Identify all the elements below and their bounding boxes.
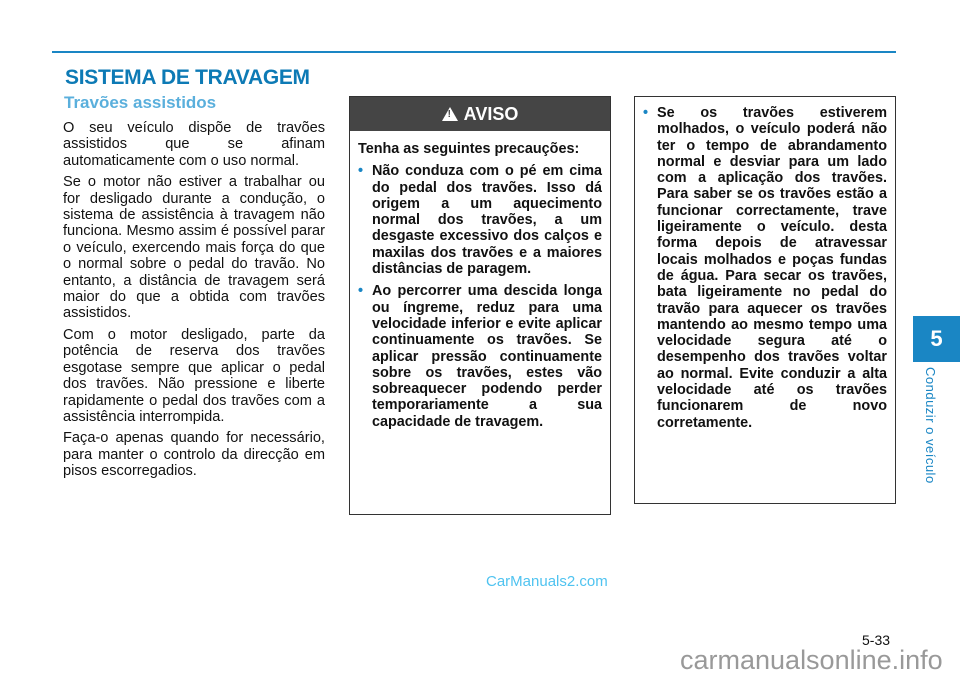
section-title: SISTEMA DE TRAVAGEM	[65, 66, 310, 89]
paragraph: Faça-o apenas quando for necessário, para manter o controlo da direcção em pisos escorregadios.	[63, 430, 325, 480]
warning-heading: AVISO	[463, 103, 519, 124]
watermark: carmanualsonline.info	[680, 645, 943, 675]
chapter-label: Conduzir o veículo	[923, 367, 938, 484]
list-item	[358, 283, 602, 430]
warning-box	[349, 96, 611, 515]
page-number: 5-33	[862, 632, 891, 648]
paragraph: O seu veículo dispõe de travões assistidos que se afinam automaticamente com o uso normal.	[63, 120, 325, 169]
item-text: Ao percorrer uma descida longa ou íngreme, reduz para uma velocidade inferior e evite aplicar continuamente os travões. Se aplicar pressão continuamente sobre os travões, estes vão sobreaquecer podendo perder temporariamente a sua capacidade de travagem.	[372, 283, 602, 430]
warning-triangle-icon	[442, 107, 458, 121]
bullet-icon: •	[358, 283, 364, 300]
item-text: Não conduza com o pé em cima do pedal dos travões. Isso dá origem a um aquecimento normal dos travões, a um desgaste excessivo dos calços e maxilas dos travões e a maiores distâncias de paragem.	[372, 163, 602, 278]
paragraph: Se o motor não estiver a trabalhar ou for desligado durante a condução, o sistema de assistência à travagem não funciona. Mesmo assim é possível parar o veículo, exercendo mais força do que o normal sobre o pedal do travão. No entanto, a distância de travagem será maior do que a obtida com travões assistidos.	[63, 174, 325, 322]
subsection-title: Travões assistidos	[64, 93, 217, 112]
list-item	[358, 163, 602, 277]
warning-header	[350, 97, 610, 131]
chapter-tab: 5	[913, 316, 960, 362]
bullet-icon: •	[643, 105, 649, 121]
list-item	[643, 105, 887, 431]
watermark[interactable]: CarManuals2.com	[486, 573, 608, 590]
paragraph: Com o motor desligado, parte da potência de reserva dos travões esgotase sempre que aplicar o pedal dos travões. Não pressione e liberte rapidamente o pedal dos travões com a assistência interrompida.	[63, 326, 325, 425]
header-rule	[52, 51, 896, 53]
warning-intro: Tenha as seguintes precauções:	[358, 141, 580, 157]
continued-warning-box	[634, 96, 896, 504]
bullet-icon: •	[358, 163, 364, 180]
item-text: Se os travões estiverem molhados, o veículo poderá não ter o tempo de abrandamento normal e desviar para um lado com a aplicação dos travões. Para saber se os travões estão a funcionar correctamente, trave ligeiramente o veículo. desta forma depois de atravessar locais molhados e poças fundas de água. Para secar os travões, bata ligeiramente no pedal do travão para aquecer os travões mantendo ao mesmo tempo uma velocidade segura até o desempenho dos travões voltar ao normal. Evite conduzir a alta velocidade até os travões funcionarem de novo corretamente.	[657, 105, 887, 431]
body-column	[63, 120, 325, 485]
